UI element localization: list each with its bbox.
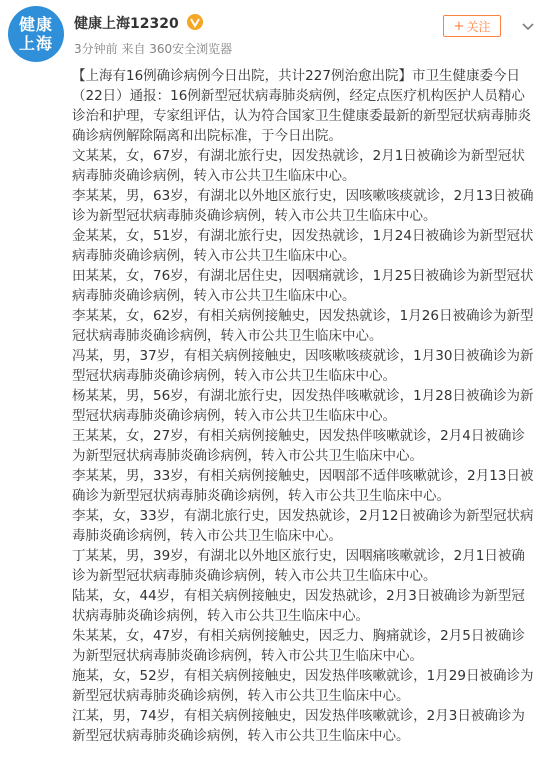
- case-entry: 李某某，男，33岁，有相关病例接触史，因咽部不适伴咳嗽就诊，2月13日被确诊为新型冠状病毒肺炎确诊病例，转入市公共卫生临床中心。: [72, 468, 534, 504]
- avatar-text-line2: 上海: [18, 34, 53, 53]
- case-entry: 王某某，女，27岁，有相关病例接触史，因发热伴咳嗽就诊，2月4日被确诊为新型冠状病毒肺炎确诊病例，转入市公共卫生临床中心。: [72, 428, 525, 464]
- case-entry: 金某某，女，51岁，有湖北旅行史，因发热就诊，1月24日被确诊为新型冠状病毒肺炎确诊病例，转入市公共卫生临床中心。: [72, 228, 534, 264]
- case-entry: 朱某某，女，47岁，有相关病例接触史，因乏力、胸痛就诊，2月5日被确诊为新型冠状病毒肺炎确诊病例，转入市公共卫生临床中心。: [72, 628, 525, 664]
- avatar-text-line1: 健康: [18, 15, 53, 34]
- chevron-down-icon[interactable]: [520, 18, 536, 34]
- vip-badge-icon: [186, 13, 204, 31]
- case-entry: 田某某，女，76岁，有湖北居住史，因咽痛就诊，1月25日被确诊为新型冠状病毒肺炎确诊病例，转入市公共卫生临床中心。: [72, 268, 534, 304]
- post-meta: 3分钟前 来自 360安全浏览器: [74, 42, 233, 56]
- follow-button[interactable]: [443, 15, 501, 37]
- post-header: [0, 0, 550, 66]
- case-entry: 江某，男，74岁，有相关病例接触史，因发热伴咳嗽就诊，2月3日被确诊为新型冠状病毒肺炎确诊病例，转入市公共卫生临床中心。: [72, 708, 525, 744]
- case-entry: 丁某某，男，39岁，有湖北以外地区旅行史，因咽痛咳嗽就诊，2月1日被确诊为新型冠状病毒肺炎确诊病例，转入市公共卫生临床中心。: [72, 548, 525, 584]
- case-entry: 陆某，女，44岁，有相关病例接触史，因发热就诊，2月3日被确诊为新型冠状病毒肺炎确诊病例，转入市公共卫生临床中心。: [72, 588, 525, 624]
- account-name[interactable]: 健康上海12320: [74, 16, 179, 32]
- follow-label: 关注: [466, 19, 491, 34]
- case-entry: 文某某，女，67岁，有湖北旅行史，因发热就诊，2月1日被确诊为新型冠状病毒肺炎确诊病例，转入市公共卫生临床中心。: [72, 148, 525, 184]
- plus-icon: +: [453, 18, 465, 34]
- case-entry: 李某，女，33岁，有湖北旅行史，因发热就诊，2月12日被确诊为新型冠状病毒肺炎确诊病例，转入市公共卫生临床中心。: [72, 508, 534, 544]
- post-intro: 【上海有16例确诊病例今日出院，共计227例治愈出院】市卫生健康委今日（22日）通报：16例新型冠状病毒肺炎病例，经定点医疗机构医护人员精心诊治和护理，专家组评估，认为符合国家卫生健康委最新的新型冠状病毒肺炎确诊病例解除隔离和出院标准，于今日出院。: [72, 68, 531, 144]
- case-entry: 李某某，女，62岁，有相关病例接触史，因发热就诊，1月26日被确诊为新型冠状病毒肺炎确诊病例，转入市公共卫生临床中心。: [72, 308, 534, 344]
- case-entry: 施某，女，52岁，有相关病例接触史，因发热伴咳嗽就诊，1月29日被确诊为新型冠状病毒肺炎确诊病例，转入市公共卫生临床中心。: [72, 668, 534, 704]
- case-entry: 杨某某，男，56岁，有湖北旅行史，因发热伴咳嗽就诊，1月28日被确诊为新型冠状病毒肺炎确诊病例，转入市公共卫生临床中心。: [72, 388, 534, 424]
- case-entry: 冯某，男，37岁，有相关病例接触史，因咳嗽咳痰就诊，1月30日被确诊为新型冠状病毒肺炎确诊病例，转入市公共卫生临床中心。: [72, 348, 534, 384]
- avatar[interactable]: [8, 6, 64, 62]
- case-entry: 李某某，男，63岁，有湖北以外地区旅行史，因咳嗽咳痰就诊，2月13日被确诊为新型冠状病毒肺炎确诊病例，转入市公共卫生临床中心。: [72, 188, 534, 224]
- post-content: [72, 66, 534, 746]
